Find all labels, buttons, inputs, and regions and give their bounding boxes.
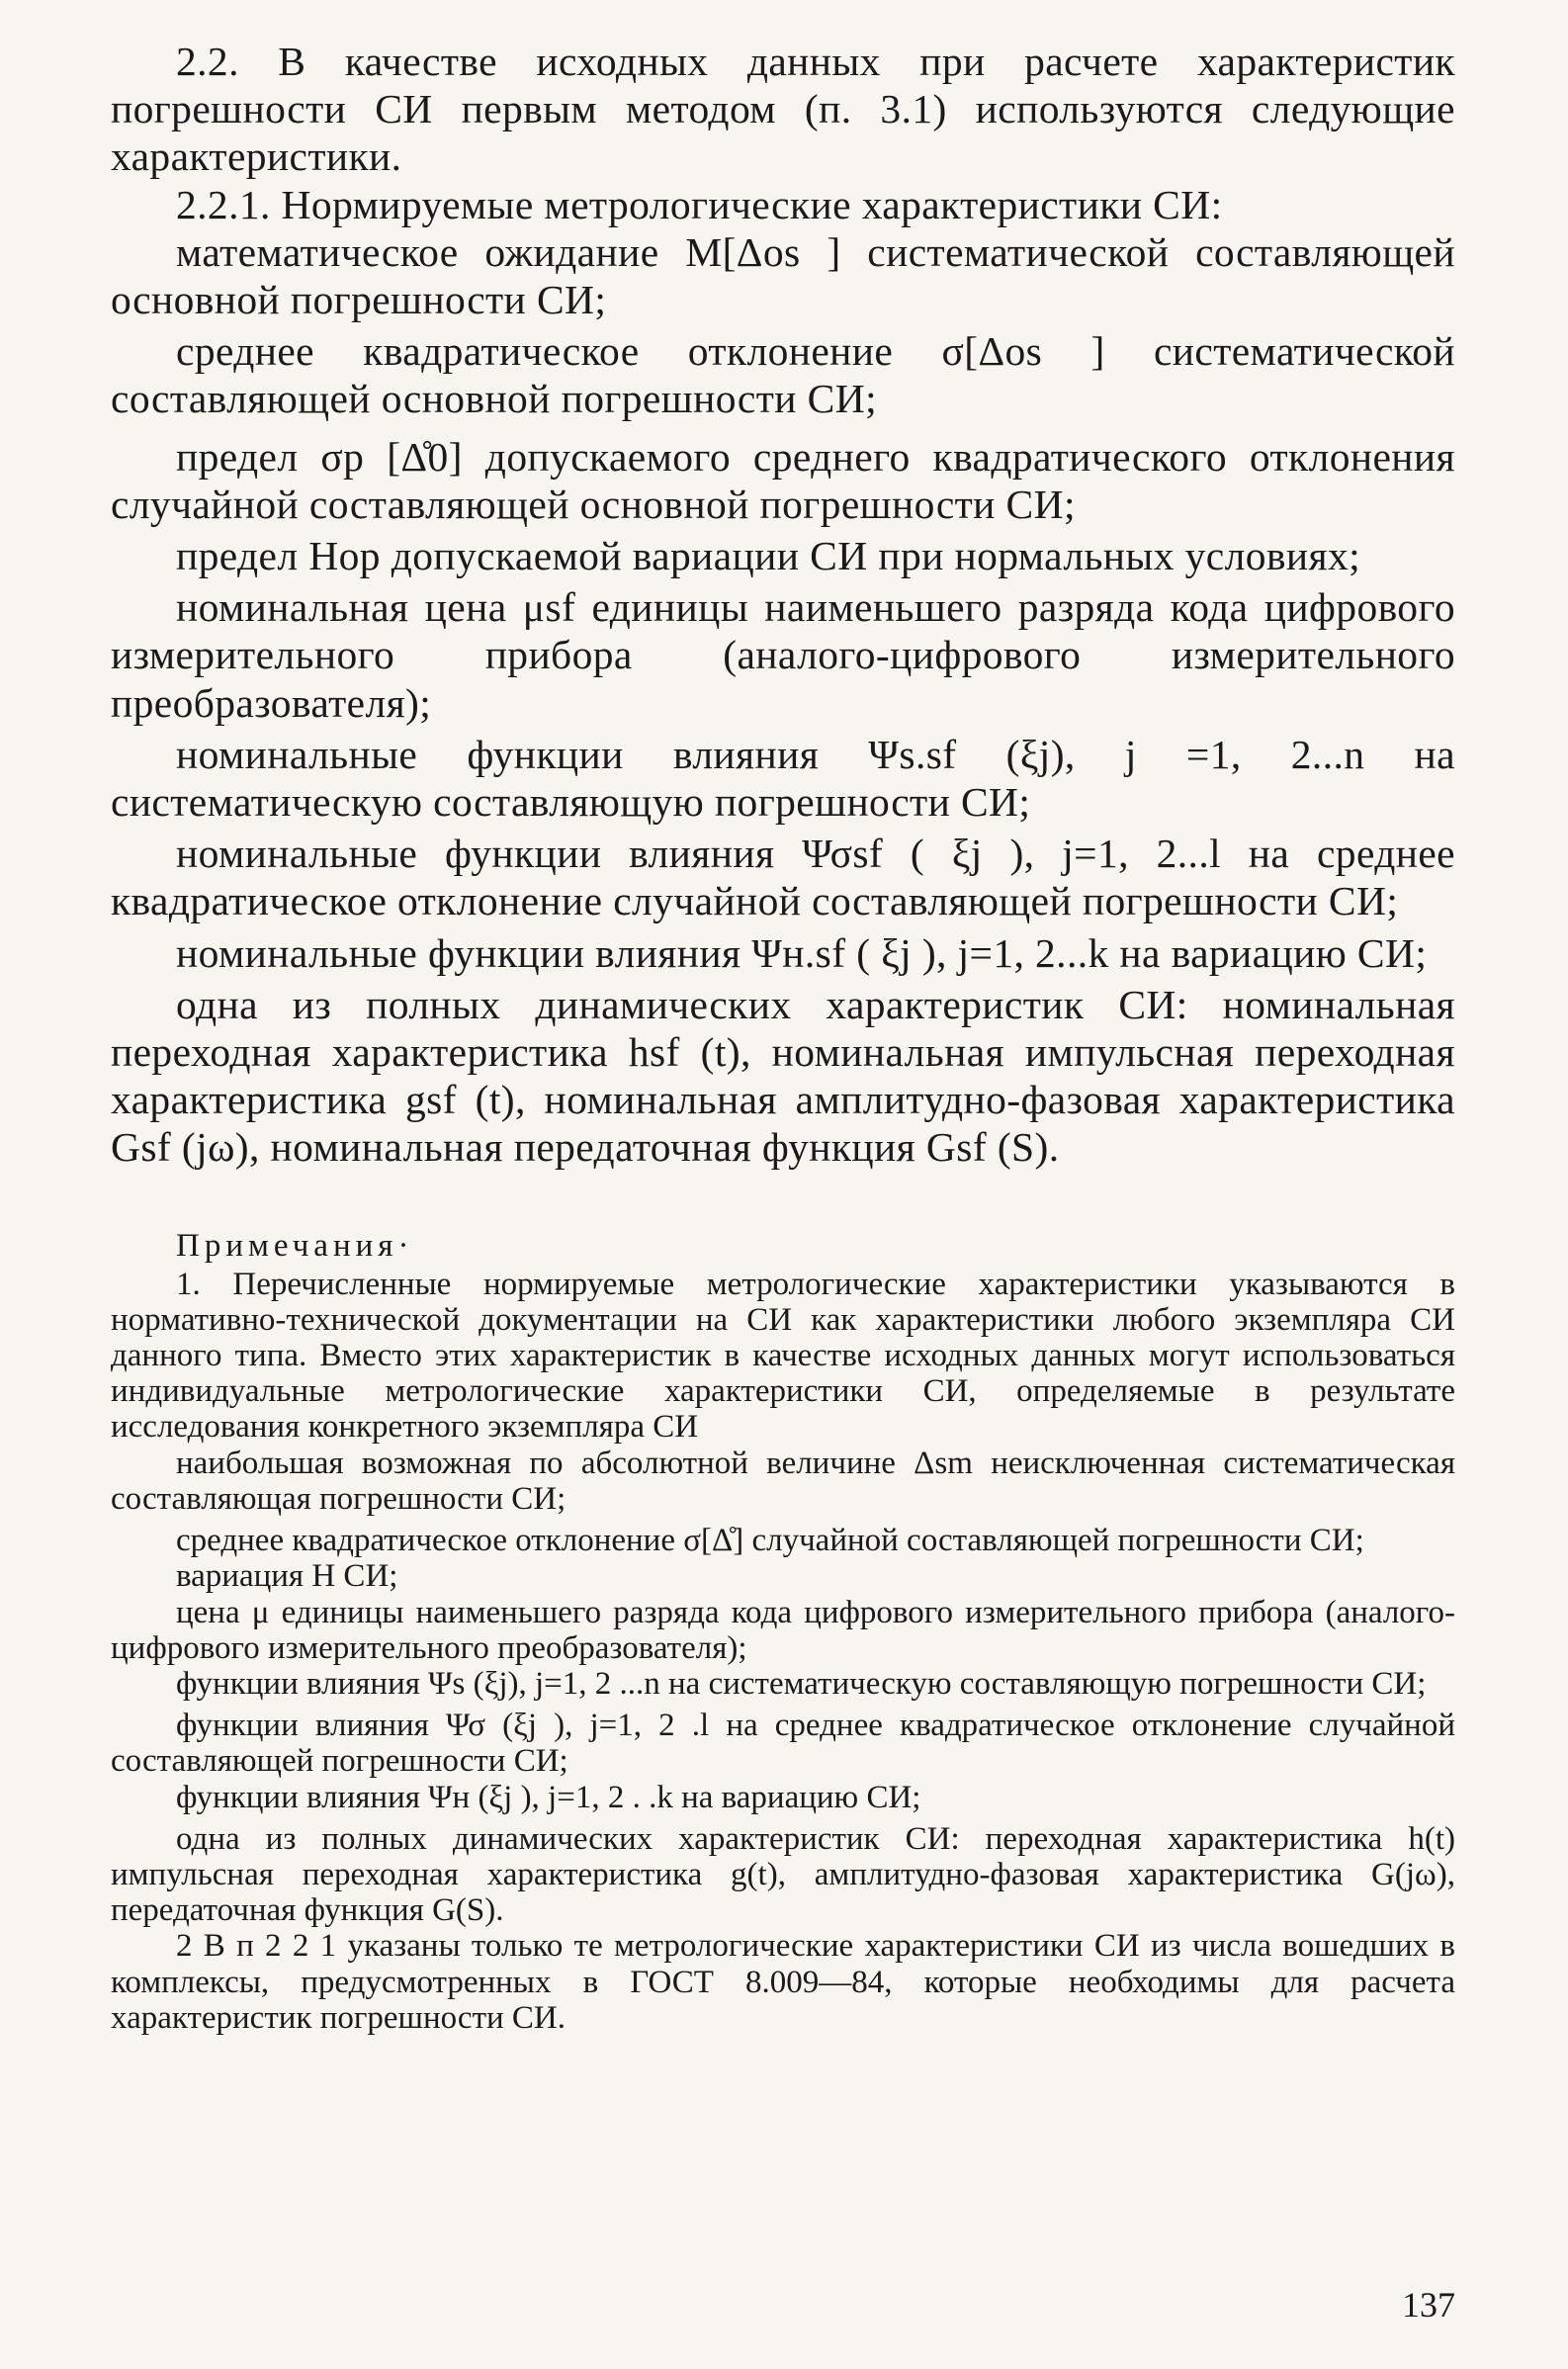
note-item-max-error: наибольшая возможная по абсолютной величине Δsm неисключенная систематическая составляющая погрешности СИ; <box>111 1445 1455 1517</box>
note-1: 1. Перечисленные нормируемые метрологические характеристики указываются в нормативно-технической документации на СИ как характеристики любого экземпляра СИ данного типа. Вместо этих характеристик в качестве исходных данных могут использоваться индивидуальные метрологические характеристики СИ, определяемые в результате исследования конкретного экземпляра СИ <box>111 1266 1455 1446</box>
paragraph-2-2: 2.2. В качестве исходных данных при расчете характеристик погрешности СИ первым методом (п. 3.1) используются следующие характеристики. <box>111 39 1455 180</box>
note-item-dynamic: одна из полных динамических характеристик СИ: переходная характеристика h(t) импульсная переходная характеристика g(t), амплитудно-фазовая характеристика G(jω), передаточная функция G(S). <box>111 1820 1455 1929</box>
note-item-influence-systematic: функции влияния Ψs (ξj), j=1, 2 ...n на систематическую составляющую погрешности СИ; <box>176 1665 1427 1702</box>
note-item-influence-variation: функции влияния Ψн (ξj ), j=1, 2 . .k на вариацию СИ; <box>176 1779 921 1815</box>
item-expectation: математическое ожидание M[Δos ] систематической составляющей основной погрешности СИ; <box>111 228 1455 323</box>
note-item-variation: вариация H СИ; <box>176 1558 398 1595</box>
item-limit-variation: предел Hop допускаемой вариации СИ при нормальных условиях; <box>176 533 1361 579</box>
notes-title: Примечания· <box>176 1227 414 1264</box>
paragraph-2-2-1: 2.2.1. Нормируемые метрологические характеристики СИ: <box>176 181 1223 227</box>
note-item-std: среднее квадратическое отклонение σ[Δ̊] случайной составляющей погрешности СИ; <box>176 1523 1364 1559</box>
note-item-influence-random: функции влияния Ψσ (ξj ), j=1, 2 .l на среднее квадратическое отклонение случайной составляющей погрешности СИ; <box>111 1708 1455 1780</box>
note-2: 2 В п 2 2 1 указаны только те метрологические характеристики СИ из числа вошедших в комплексы, предусмотренных в ГОСТ 8.009—84, которые необходимы для расчета характеристик погрешности СИ. <box>111 1928 1455 2036</box>
item-influence-random: номинальные функции влияния Ψσsf ( ξj ), j=1, 2...l на среднее квадратическое отклонение случайной составляющей погрешности СИ; <box>111 831 1455 924</box>
item-influence-systematic: номинальные функции влияния Ψs.sf (ξj), j =1, 2...n на систематическую составляющую погрешности СИ; <box>111 731 1455 826</box>
item-dynamic-characteristics: одна из полных динамических характеристик СИ: номинальная переходная характеристика hsf (t), номинальная импульсная переходная характеристика gsf (t), номинальная амплитудно-фазовая характеристика Gsf (jω), номинальная передаточная функция Gsf (S). <box>111 981 1455 1171</box>
item-limit-sigma: предел σp [Δ̊0] допускаемого среднего квадратического отклонения случайной составляющей основной погрешности СИ; <box>111 433 1455 527</box>
note-item-price: цена μ единицы наименьшего разряда кода цифрового измерительного прибора (аналого-цифрового измерительного преобразователя); <box>111 1594 1455 1666</box>
item-influence-variation: номинальные функции влияния Ψн.sf ( ξj ), j=1, 2...k на вариацию СИ; <box>176 929 1428 976</box>
main-text <box>111 38 1455 1172</box>
item-std-systematic: среднее квадратическое отклонение σ[Δos ] систематической составляющей основной погрешности СИ; <box>111 328 1455 422</box>
document-page <box>111 38 1455 2036</box>
notes-section <box>111 1227 1455 2036</box>
page-number: 137 <box>1402 2285 1455 2325</box>
item-nominal-price: номинальная цена μsf единицы наименьшего разряда кода цифрового измерительного прибора (аналого-цифрового измерительного преобразователя); <box>111 584 1455 726</box>
